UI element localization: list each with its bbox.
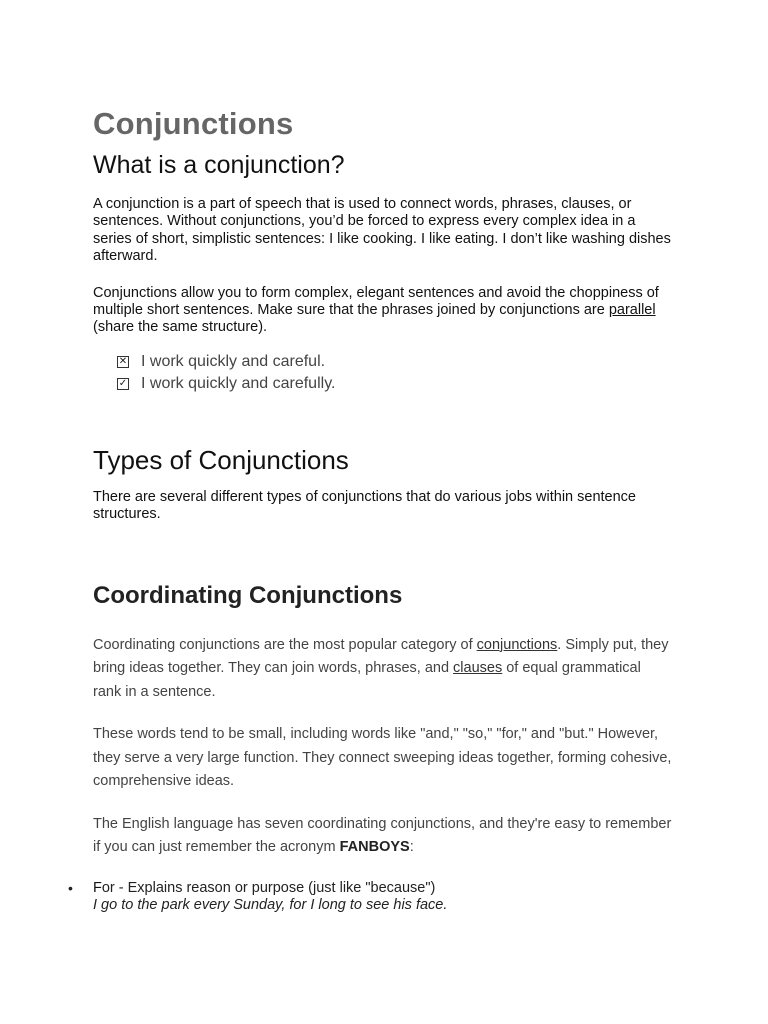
parallel-paragraph-tail: (share the same structure).	[93, 319, 268, 336]
section-heading-coordinating: Coordinating Conjunctions	[93, 581, 403, 609]
intro-paragraph: A conjunction is a part of speech that is used to connect words, phrases, clauses, or sentences. Without conjunctions, you’d be forced to express every complex idea in a series of short, simplistic sentences: I like cooking. I like eating. I don’t like washing dishes afterward.	[93, 196, 671, 265]
example-correct	[117, 373, 673, 395]
text: of equal grammatical rank in a sentence.	[93, 660, 641, 700]
coordinating-paragraph-3	[93, 813, 673, 860]
fanboys-description: or - Explains reason or purpose (just like "because")	[101, 879, 436, 896]
conjunctions-link[interactable]: conjunctions	[476, 636, 558, 653]
example-list	[117, 351, 673, 395]
checked-box-icon: ✓	[118, 377, 128, 389]
list-item	[68, 879, 673, 915]
text: Coordinating conjunctions are the most popular category of	[93, 636, 477, 653]
text: The English language has seven coordinating conjunctions, and they're easy to remember if you can just remember the acronym	[93, 815, 672, 856]
fanboys-list	[68, 879, 673, 915]
text: :	[409, 839, 414, 856]
clauses-link[interactable]: clauses	[453, 660, 503, 677]
parallel-paragraph-text: Conjunctions allow you to form complex, elegant sentences and avoid the choppiness of multiple short sentences. Make sure that the phrases joined by conjunctions are	[93, 284, 659, 319]
parallel-link[interactable]: parallel	[608, 302, 656, 319]
text: . Simply put, they bring ideas together. They can join words, phrases, and	[93, 636, 669, 677]
example-text: I work quickly and carefully.	[141, 374, 336, 392]
parallel-paragraph	[93, 285, 673, 337]
section-heading-types: Types of Conjunctions	[93, 444, 349, 475]
page-title: Conjunctions	[93, 106, 294, 141]
coordinating-paragraph-1	[93, 634, 673, 705]
types-paragraph: There are several different types of conjunctions that do various jobs within sentence structures.	[93, 488, 636, 523]
fanboys-letter: F	[93, 879, 102, 896]
crossed-box-icon: ✕	[118, 355, 128, 367]
section-heading-what-is: What is a conjunction?	[93, 151, 345, 179]
example-incorrect	[117, 351, 673, 373]
bullet-icon: •	[68, 879, 73, 896]
document-content	[68, 104, 673, 914]
fanboys-example: I go to the park every Sunday, for I long to see his face.	[93, 897, 448, 914]
coordinating-paragraph-2: These words tend to be small, including words like "and," "so," "for," and "but." However, they serve a very large function. They connect sweeping ideas together, forming cohesive, comprehensive ideas.	[93, 726, 672, 790]
fanboys-acronym: FANBOYS	[339, 839, 410, 856]
example-text: I work quickly and careful.	[141, 352, 326, 370]
